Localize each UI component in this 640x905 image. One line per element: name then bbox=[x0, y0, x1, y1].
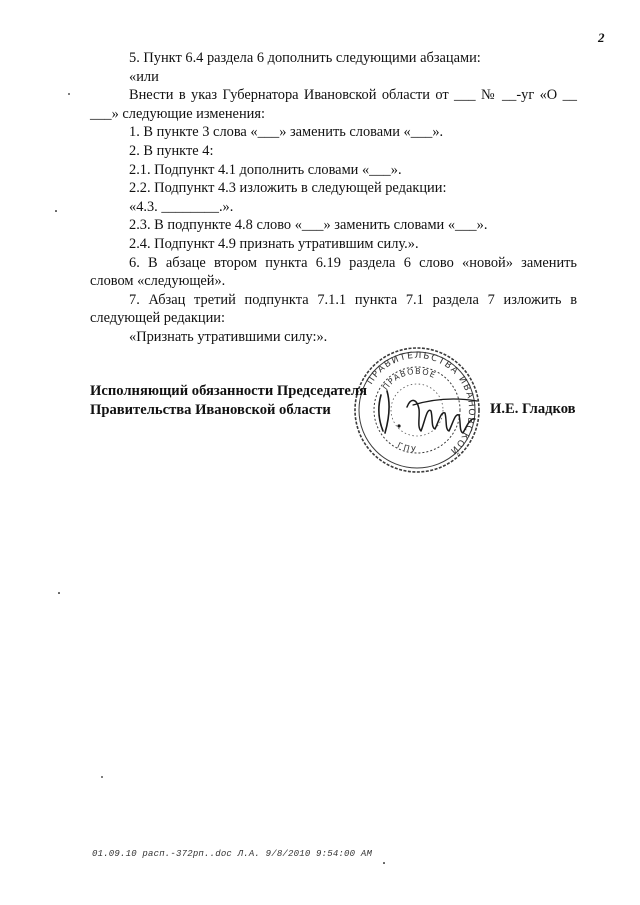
paragraph-2-3: 2.3. В подпункте 4.8 слово «___» заменить словами «___». bbox=[129, 217, 488, 234]
signer-name: И.Е. Гладков bbox=[490, 401, 576, 417]
signer-title-line2: Правительства Ивановской области bbox=[90, 402, 331, 418]
paragraph-2-4: 2.4. Подпункт 4.9 признать утратившим силу.». bbox=[129, 235, 419, 252]
scan-speck bbox=[383, 862, 385, 864]
scan-speck bbox=[101, 776, 103, 778]
document-footer: 01.09.10 расп.-372рп..doc Л.А. 9/8/2010 9:54:00 AM bbox=[92, 849, 373, 859]
paragraph-repeal: «Признать утратившими силу:». bbox=[129, 328, 328, 345]
document-body bbox=[90, 49, 577, 347]
paragraph-quote-open: «или bbox=[129, 68, 159, 85]
paragraph-amend-decree: Внести в указ Губернатора Ивановской области от ___ № __-уг «О __ ___» следующие изменения: bbox=[90, 87, 577, 122]
scan-speck bbox=[55, 210, 57, 212]
paragraph-item-5: 5. Пункт 6.4 раздела 6 дополнить следующими абзацами: bbox=[129, 50, 481, 66]
paragraph-2-1: 2.1. Подпункт 4.1 дополнить словами «___». bbox=[129, 161, 402, 178]
page-number: 2 bbox=[598, 30, 605, 45]
stamp-bottom-text: ГПУ bbox=[395, 440, 419, 455]
paragraph-item-6: 6. В абзаце втором пункта 6.19 раздела 6 слово «новой» заменить словом «следующей». bbox=[90, 254, 577, 290]
paragraph-item-7: 7. Абзац третий подпункта 7.1.1 пункта 7.1 раздела 7 изложить в следующей редакции: bbox=[90, 291, 577, 327]
signer-title-line1: Исполняющий обязанности Председателя bbox=[90, 383, 367, 399]
stamp-outer-text: ПРАВИТЕЛЬСТВА ИВАНОВСКОЙ bbox=[365, 350, 477, 457]
paragraph-4-3: «4.3. ________.». bbox=[129, 198, 234, 215]
scan-speck bbox=[68, 93, 70, 95]
paragraph-1: 1. В пункте 3 слова «___» заменить словами «___». bbox=[129, 124, 444, 141]
paragraph-2-2: 2.2. Подпункт 4.3 изложить в следующей редакции: bbox=[129, 180, 447, 197]
scan-speck bbox=[58, 592, 60, 594]
paragraph-2: 2. В пункте 4: bbox=[129, 142, 214, 159]
stamp-inner-text: ПРАВОВОЕ bbox=[380, 366, 438, 392]
